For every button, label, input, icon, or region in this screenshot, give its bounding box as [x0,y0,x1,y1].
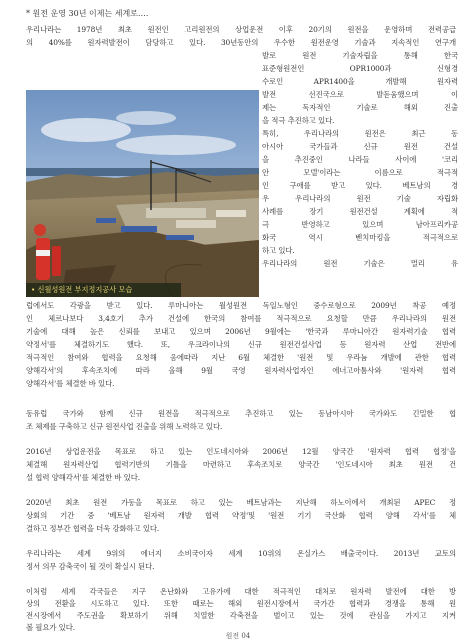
body-line: 인 구애를 받고 있다. 베트남의 경 [262,181,458,190]
body-line: 2020년 최초 원전 가동을 목표로 하고 있는 베트남과는 지난해 하노이에서 개최된 APEC 정 [26,498,456,507]
body-line: 의 40%를 원자력발전이 담당하고 있다. 30년동안의 우수한 원전운영 기술과 지속적인 연구개 [26,38,456,47]
body-line: 양해각서'의 후속조치에 따라 올해 9월 국영 원자력사업자인 에너고아톰사와 '원자력 협력 [26,366,456,375]
body-line: 이처럼 세계 각국들은 지구 온난화와 고유가에 대한 적극적인 대처로 원자력 발전에 대한 방 [26,587,456,596]
body-line: 특히, 우리나라의 원전은 최근 동 [262,129,458,138]
body-line: 동유럽 국가와 함께 신규 원전을 적극적으로 추진하고 있는 동남아시아 국가와도 긴밀한 협 [26,409,456,418]
body-line: 인 체르나보다 3,4호기 추가 건설에 한국의 참여를 적극적으로 요청할 만큼 우리나라의 원전 [26,314,456,323]
body-line: 조 체제를 구축하고 신규 원전사업 진출을 위해 노력하고 있다. [26,422,223,431]
body-line: 화국 역시 벤치마킹을 적극적으로 [262,233,458,242]
body-line: 상의 전환을 시도하고 있다. 또한 때로는 해외 원전시장에서 국가간 협력과 경쟁을 통해 원 [26,599,456,608]
body-line: 기술에 대해 높은 신뢰를 보내고 있으며 2006년 9월에는 '한국과 루마니아간 원자력기술 협력 [26,327,456,336]
construction-site-illustration [26,90,259,297]
body-line: 표준형원전인 OPR1000과 신형경 [262,64,458,73]
body-line: 전시장에서 주도권을 확보하기 위해 치열한 각축전을 벌이고 있는 것에 관심을 가지고 지켜 [26,611,456,620]
body-line: 안 모델'이라는 이름으로 적극적 [262,168,458,177]
body-line: 결하고 정부간 협력을 더욱 강화하고 있다. [26,524,160,533]
body-line: 우리나라는 세계 9위의 에너지 소비국이자 세계 10위의 온실가스 배출국이다. 2013년 교토의 [26,549,456,558]
section-heading: * 원전 운영 30년 이제는 세계로…. [26,9,149,18]
body-line: 하고 있다. [262,246,295,255]
body-line: 아시아 국가들과 신규 원전 건설 [262,142,458,151]
body-line: 약정서'를 체결하기도 했다. 또, 우크라이나의 신규 원전건설사업 등 원자력 산업 전반에 [26,340,456,349]
construction-site-photo [26,90,259,297]
body-line: 수로인 APR1400을 개발해 원자력 [262,77,458,86]
body-line: 우리나라는 1978년 최초 원전인 고리원전의 상업운전 이후 20기의 원전을 운영하며 전력공급 [26,25,456,34]
body-line: 볼 필요가 있다. [26,623,75,632]
body-line: 을 추진중인 나라들 사이에 '코리 [262,155,458,164]
body-line: 럽에서도 각광을 받고 있다. 루마니아는 월성원전 독일노형인 중수로형으로 2009년 착공 예정 [26,301,456,310]
body-line: 우리나라의 원전 기술은 멀리 유 [262,259,458,268]
body-line: 적극적인 참여와 협력을 요청해 옴에따라 지난 6월 체결한 '원전 및 우라늄 개발에 관한 협력 [26,353,456,362]
body-line: 2016년 상업운전을 목표로 하고 있는 인도네시아와 2006년 12월 양국간 '원자력 협력 협정'을 [26,447,456,456]
body-line: 발전 선진국으로 발돋움했으며 이 [262,90,458,99]
body-line: 발로 원전 기술자립을 통해 한국 [262,51,458,60]
body-line: 우 우리나라의 원전 기술 자립화 [262,194,458,203]
body-line: 정서 의무 감축국이 될 것이 확실시 된다. [26,562,155,571]
photo-caption: • 신월성원전 부지정지공사 모습 [26,283,181,297]
body-line: 상회의 기간 중 '베트남 원자력 개발 협력 약정'및 '원전 기기 국산화 협력 양해 각서'를 체 [26,511,456,520]
body-line: 설 협력 양해각서'를 체결한 바 있다. [26,473,140,482]
body-line: 체결해 원자력산업 협력기반의 기틀을 마련하고 후속조치로 양국간 '인도네시아 최초 원전 건 [26,460,456,469]
page-number: 원전 04 [225,632,251,640]
body-line: 양해각서'를 체결한 바 있다. [26,379,115,388]
body-line: 극 반영하고 있으며 남아프리카공 [262,220,458,229]
body-line: 제는 독자적인 기술로 해외 진출 [262,103,458,112]
body-line: 사례를 장기 원전건설 계획에 적 [262,207,458,216]
body-line: 을 적극 추진하고 있다. [262,116,335,125]
